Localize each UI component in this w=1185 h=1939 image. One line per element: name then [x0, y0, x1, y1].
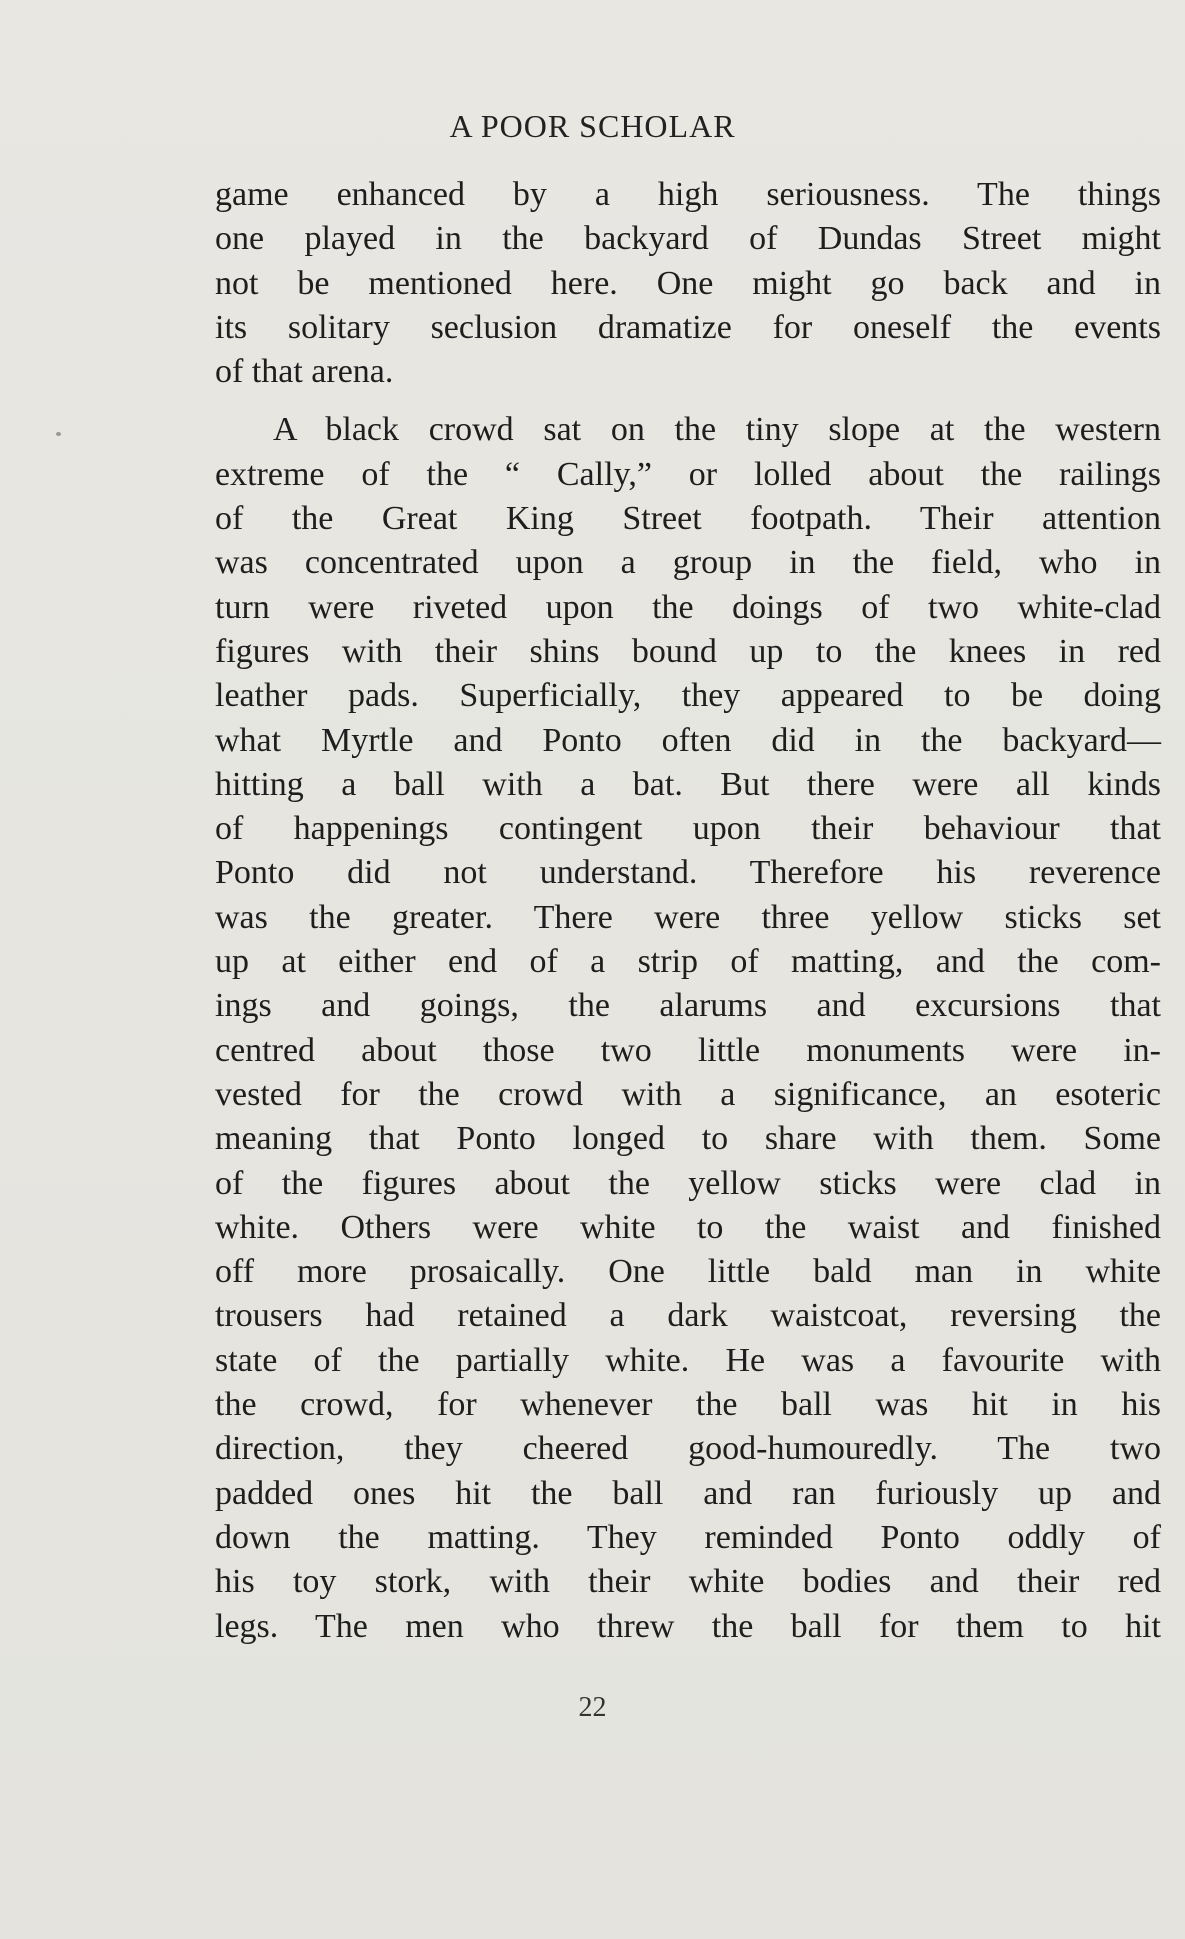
margin-speck — [56, 432, 61, 436]
text-line: of that arena. — [215, 353, 394, 391]
text-line: white. Others were white to the waist and finished — [215, 1208, 1161, 1246]
text-line: the crowd, for whenever the ball was hit in his — [215, 1386, 1161, 1424]
paragraph-2 — [215, 408, 1161, 1648]
paragraph-1 — [215, 173, 1161, 394]
text-line: down the matting. They reminded Ponto oddly of — [215, 1518, 1161, 1556]
text-line: its solitary seclusion dramatize for oneself the events — [215, 308, 1161, 346]
text-line: padded ones hit the ball and ran furiously up and — [215, 1474, 1161, 1512]
text-line: was the greater. There were three yellow sticks set — [215, 898, 1161, 936]
text-line: trousers had retained a dark waistcoat, reversing the — [215, 1297, 1161, 1335]
running-head: A POOR SCHOLAR — [449, 108, 736, 144]
text-line: not be mentioned here. One might go back and in — [215, 264, 1161, 302]
text-line: up at either end of a strip of matting, and the com- — [215, 943, 1161, 981]
text-line: vested for the crowd with a significance, an esoteric — [215, 1075, 1161, 1113]
text-line: one played in the backyard of Dundas Street might — [215, 220, 1161, 258]
text-line: turn were riveted upon the doings of two white-clad — [215, 588, 1161, 626]
page-number: 22 — [578, 1692, 607, 1723]
text-line: was concentrated upon a group in the field, who in — [215, 544, 1161, 582]
text-line: ings and goings, the alarums and excursions that — [215, 987, 1161, 1025]
text-line: meaning that Ponto longed to share with them. Some — [215, 1120, 1161, 1158]
text-line: legs. The men who threw the ball for them to hit — [215, 1607, 1161, 1645]
text-line: of the Great King Street footpath. Their attention — [215, 500, 1161, 538]
text-line: direction, they cheered good-humouredly. The two — [215, 1430, 1161, 1468]
text-line: figures with their shins bound up to the knees in red — [215, 632, 1161, 670]
text-line: leather pads. Superficially, they appeared to be doing — [215, 677, 1161, 715]
body-text — [215, 173, 1161, 1649]
text-line: Ponto did not understand. Therefore his reverence — [215, 854, 1161, 892]
text-line: what Myrtle and Ponto often did in the backyard— — [215, 721, 1161, 759]
text-line: centred about those two little monuments were in- — [215, 1031, 1161, 1069]
text-line: his toy stork, with their white bodies and their red — [215, 1563, 1161, 1601]
text-line: extreme of the “ Cally,” or lolled about the railings — [215, 455, 1161, 493]
text-line: of happenings contingent upon their behaviour that — [215, 810, 1161, 848]
text-line: off more prosaically. One little bald man in white — [215, 1253, 1161, 1291]
text-line: state of the partially white. He was a favourite with — [215, 1341, 1161, 1379]
text-line: of the figures about the yellow sticks were clad in — [215, 1164, 1161, 1202]
text-line: game enhanced by a high seriousness. The things — [215, 176, 1161, 213]
text-line: A black crowd sat on the tiny slope at the western — [273, 411, 1161, 449]
text-line: hitting a ball with a bat. But there were all kinds — [215, 765, 1161, 803]
